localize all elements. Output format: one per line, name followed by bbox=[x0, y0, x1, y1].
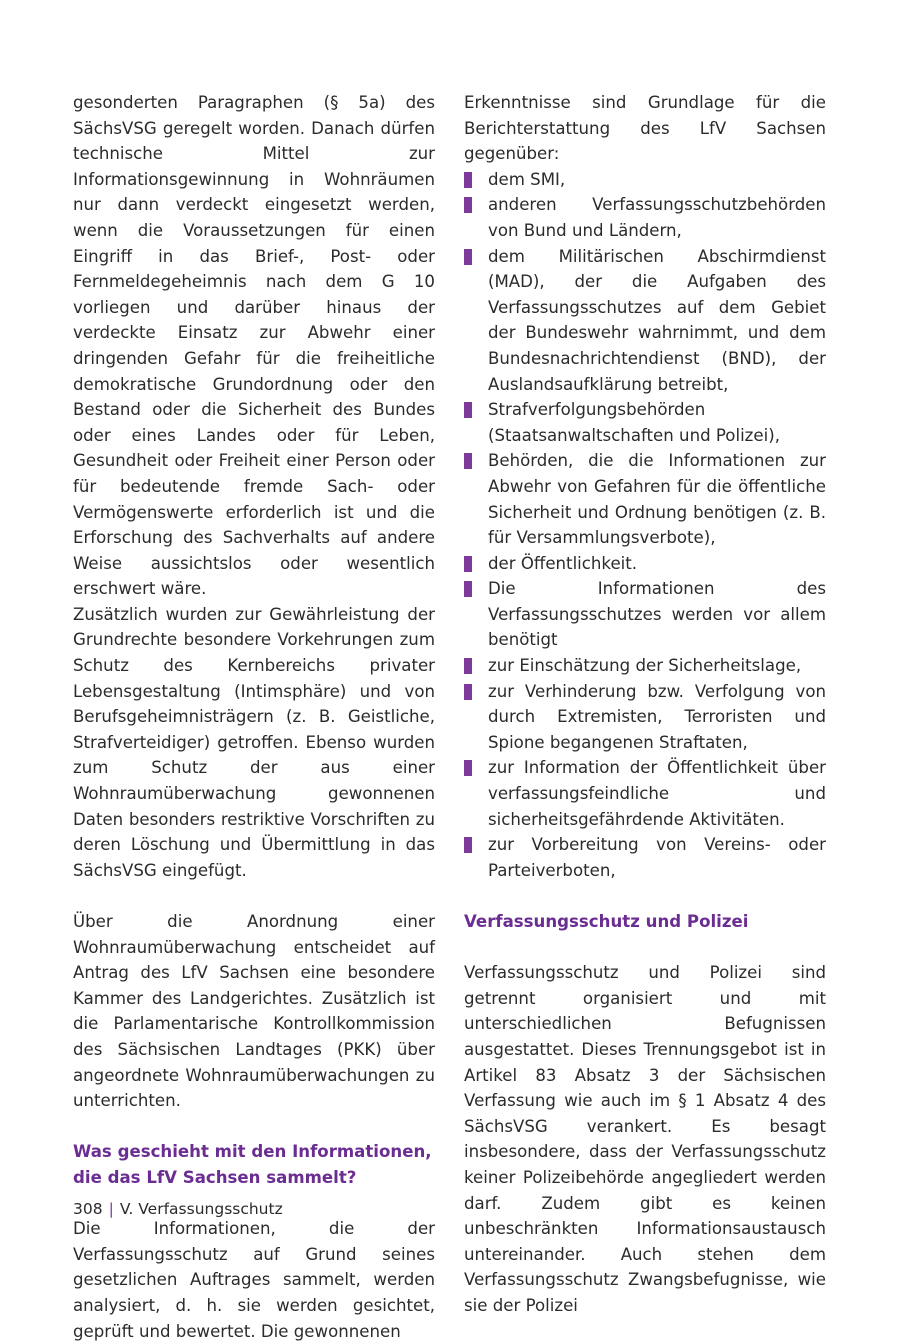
body-paragraph: Die Informationen, die der Verfassungsschutz auf Grund seines gesetzlichen Auftrages sammelt, werden analysiert, d. h. sie werden gesichtet, geprüft und bewertet. Die gewonnenen bbox=[73, 1219, 435, 1341]
bullet-marker-icon bbox=[464, 197, 472, 213]
body-paragraph: Über die Anordnung einer Wohnraumüberwachung entscheidet auf Antrag des LfV Sachsen eine besondere Kammer des Landgerichtes. Zusätzlich ist die Parlamentarische Kontrollkommission des Sächsischen Landtages (PKK) über angeordnete Wohnraumüberwachungen zu unterrichten. bbox=[73, 912, 435, 1111]
page-number: 308 bbox=[73, 1200, 103, 1218]
list-item-text: dem Militärischen Abschirmdienst (MAD), der die Aufgaben des Verfassungsschutzes auf dem Gebiet der Bundeswehr wahrnimmt, und dem Bundesnachrichtendienst (BND), der Auslandsaufklärung betreibt, bbox=[488, 246, 826, 394]
body-paragraph: Verfassungsschutz und Polizei sind getrennt organisiert und mit unterschiedlichen Befugnissen ausgestattet. Dieses Trennungsgebot ist in Artikel 83 Absatz 3 der Sächsischen Verfassung wie auch im § 1 Absatz 4 des SächsVSG verankert. Es besagt insbesondere, dass der Verfassungsschutz keiner Polizeibehörde angegliedert werden darf. Zudem gibt es keinen unbeschränkten Informationsaustausch untereinander. Auch stehen dem Verfassungsschutz Zwangsbefugnisse, wie sie der Polizei bbox=[464, 963, 826, 1315]
footer-separator: | bbox=[108, 1200, 114, 1218]
section-heading: Was geschieht mit den Informationen, die das LfV Sachsen sammelt? bbox=[73, 1142, 432, 1187]
list-item-text: dem SMI, bbox=[488, 169, 566, 189]
bullet-marker-icon bbox=[464, 249, 472, 265]
bullet-marker-icon bbox=[464, 581, 472, 597]
bullet-marker-icon bbox=[464, 760, 472, 776]
list-item bbox=[464, 755, 826, 832]
list-item bbox=[464, 576, 826, 653]
list-item bbox=[464, 448, 826, 550]
list-item bbox=[464, 397, 826, 448]
list-item bbox=[464, 551, 826, 577]
list-item-text: Behörden, die die Informationen zur Abwehr von Gefahren für die öffentliche Sicherheit und Ordnung benötigen (z. B. für Versammlungsverbote), bbox=[488, 451, 826, 548]
bullet-marker-icon bbox=[464, 402, 472, 418]
bullet-marker-icon bbox=[464, 837, 472, 853]
list-item-text: Die Informationen des Verfassungsschutzes werden vor allem benötigt bbox=[488, 579, 826, 650]
section-heading: Verfassungsschutz und Polizei bbox=[464, 912, 749, 931]
bullet-list bbox=[464, 167, 826, 884]
bullet-marker-icon bbox=[464, 556, 472, 572]
list-item bbox=[464, 653, 826, 679]
list-item-text: anderen Verfassungsschutzbehörden von Bund und Ländern, bbox=[488, 195, 826, 240]
list-item bbox=[464, 832, 826, 883]
list-item-text: Strafverfolgungsbehörden (Staatsanwaltschaften und Polizei), bbox=[488, 400, 780, 445]
bullet-marker-icon bbox=[464, 453, 472, 469]
list-item-text: zur Verhinderung bzw. Verfolgung von durch Extremisten, Terroristen und Spione begangenen Straftaten, bbox=[488, 681, 826, 752]
list-item-text: zur Information der Öffentlichkeit über verfassungsfeindliche und sicherheitsgefährdende Aktivitäten. bbox=[488, 758, 826, 829]
list-item bbox=[464, 679, 826, 756]
page-footer bbox=[73, 1199, 283, 1219]
body-paragraph: Zusätzlich wurden zur Gewährleistung der Grundrechte besondere Vorkehrungen zum Schutz des Kernbereichs privater Lebensgestaltung (Intimsphäre) und von Berufsgeheimnisträgern (z. B. Geistliche, Strafverteidiger) getroffen. Ebenso wurden zum Schutz der aus einer Wohnraumüberwachung gewonnenen Daten besonders restriktive Vorschriften zu deren Löschung und Übermittlung in das SächsVSG eingefügt. bbox=[73, 604, 435, 880]
list-item-text: zur Vorbereitung von Vereins- oder Parteiverboten, bbox=[488, 835, 826, 880]
right-column bbox=[464, 90, 826, 1319]
bullet-marker-icon bbox=[464, 684, 472, 700]
bullet-marker-icon bbox=[464, 172, 472, 188]
footer-section-title: V. Verfassungsschutz bbox=[119, 1200, 283, 1218]
list-item-text: zur Einschätzung der Sicherheitslage, bbox=[488, 656, 802, 676]
list-item bbox=[464, 167, 826, 193]
body-paragraph: gesonderten Paragraphen (§ 5a) des SächsVSG geregelt worden. Danach dürfen technische Mittel zur Informationsgewinnung in Wohnräumen nur dann verdeckt eingesetzt werden, wenn die Voraussetzungen für einen Eingriff in das Brief-, Post- oder Fernmeldegeheimnis nach dem G 10 vorliegen und darüber hinaus der verdeckte Einsatz zur Abwehr einer dringenden Gefahr für die freiheitliche demokratische Grundordnung oder den Bestand oder die Sicherheit des Bundes oder eines Landes oder für Leben, Gesundheit oder Freiheit einer Person oder für bedeutende fremde Sach- oder Vermögenswerte erforderlich ist und die Erforschung des Sachverhalts auf andere Weise aussichtslos oder wesentlich erschwert wäre. bbox=[73, 93, 435, 599]
list-item-text: der Öffentlichkeit. bbox=[488, 553, 638, 573]
left-column bbox=[73, 90, 435, 1344]
bullet-marker-icon bbox=[464, 658, 472, 674]
list-item bbox=[464, 244, 826, 398]
body-paragraph: Erkenntnisse sind Grundlage für die Berichterstattung des LfV Sachsen gegenüber: bbox=[464, 93, 826, 164]
list-item bbox=[464, 192, 826, 243]
